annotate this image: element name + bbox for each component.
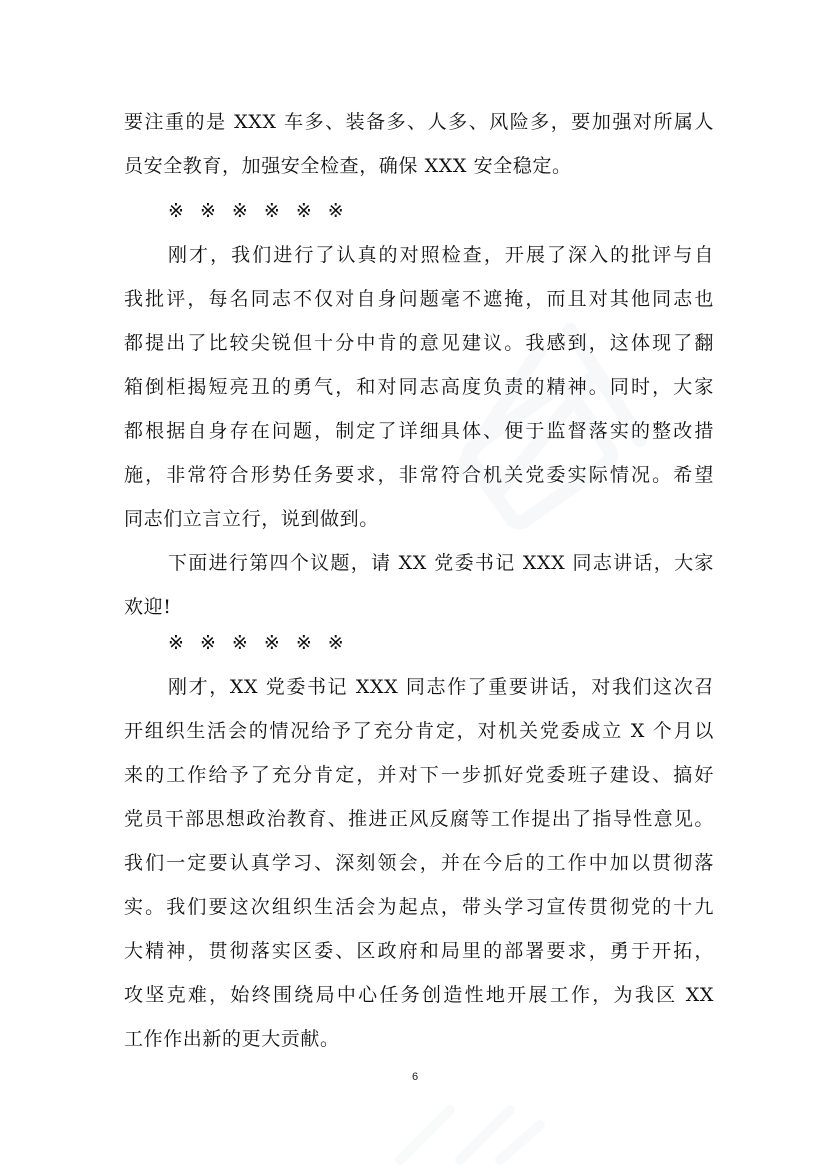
text-line-7: 箱倒柜揭短亮丑的勇气，和对同志高度负责的精神。同时，大家 (124, 376, 714, 398)
text-line-19: 实。我们要这次组织生活会为起点，带头学习宣传贯彻党的十九 (124, 896, 714, 918)
text-line-1: 要注重的是 XXX 车多、装备多、人多、风险多，要加强对所属人 (124, 111, 714, 133)
text-line-12: 欢迎! (124, 596, 172, 618)
text-line-11: 下面进行第四个议题，请 XX 党委书记 XXX 同志讲话，大家 (168, 552, 714, 574)
text-line-14: 刚才，XX 党委书记 XXX 同志作了重要讲话，对我们这次召 (168, 676, 714, 698)
text-line-10: 同志们立言立行，说到做到。 (124, 508, 379, 530)
text-line-9: 施，非常符合形势任务要求，非常符合机关党委实际情况。希望 (124, 464, 714, 486)
section-separator-2: ※ ※ ※ ※ ※ ※ (168, 632, 346, 654)
text-line-17: 党员干部思想政治教育、推进正风反腐等工作提出了指导性意见。 (124, 808, 714, 830)
text-line-15: 开组织生活会的情况给予了充分肯定，对机关党委成立 X 个月以 (124, 720, 714, 742)
text-line-22: 工作作出新的更大贡献。 (124, 1028, 340, 1050)
page-number: 6 (411, 1071, 419, 1083)
watermark-bottom-icon (390, 1100, 550, 1170)
text-line-8: 都根据自身存在问题，制定了详细具体、便于监督落实的整改措 (124, 420, 714, 442)
text-line-20: 大精神，贯彻落实区委、区政府和局里的部署要求，勇于开拓， (124, 940, 714, 962)
text-line-18: 我们一定要认真学习、深刻领会，并在今后的工作中加以贯彻落 (124, 852, 714, 874)
text-line-16: 来的工作给予了充分肯定，并对下一步抓好党委班子建设、搞好 (124, 764, 714, 786)
text-line-5: 我批评，每名同志不仅对自身问题毫不遮掩，而且对其他同志也 (124, 288, 714, 310)
section-separator-1: ※ ※ ※ ※ ※ ※ (168, 200, 346, 222)
text-line-6: 都提出了比较尖锐但十分中肯的意见建议。我感到，这体现了翻 (124, 332, 714, 354)
text-line-21: 攻坚克难，始终围绕局中心任务创造性地开展工作，为我区 XX (124, 984, 714, 1006)
text-line-2: 员安全教育，加强安全检查，确保 XXX 安全稳定。 (124, 155, 572, 177)
text-line-4: 刚才，我们进行了认真的对照检查，开展了深入的批评与自 (168, 244, 714, 266)
